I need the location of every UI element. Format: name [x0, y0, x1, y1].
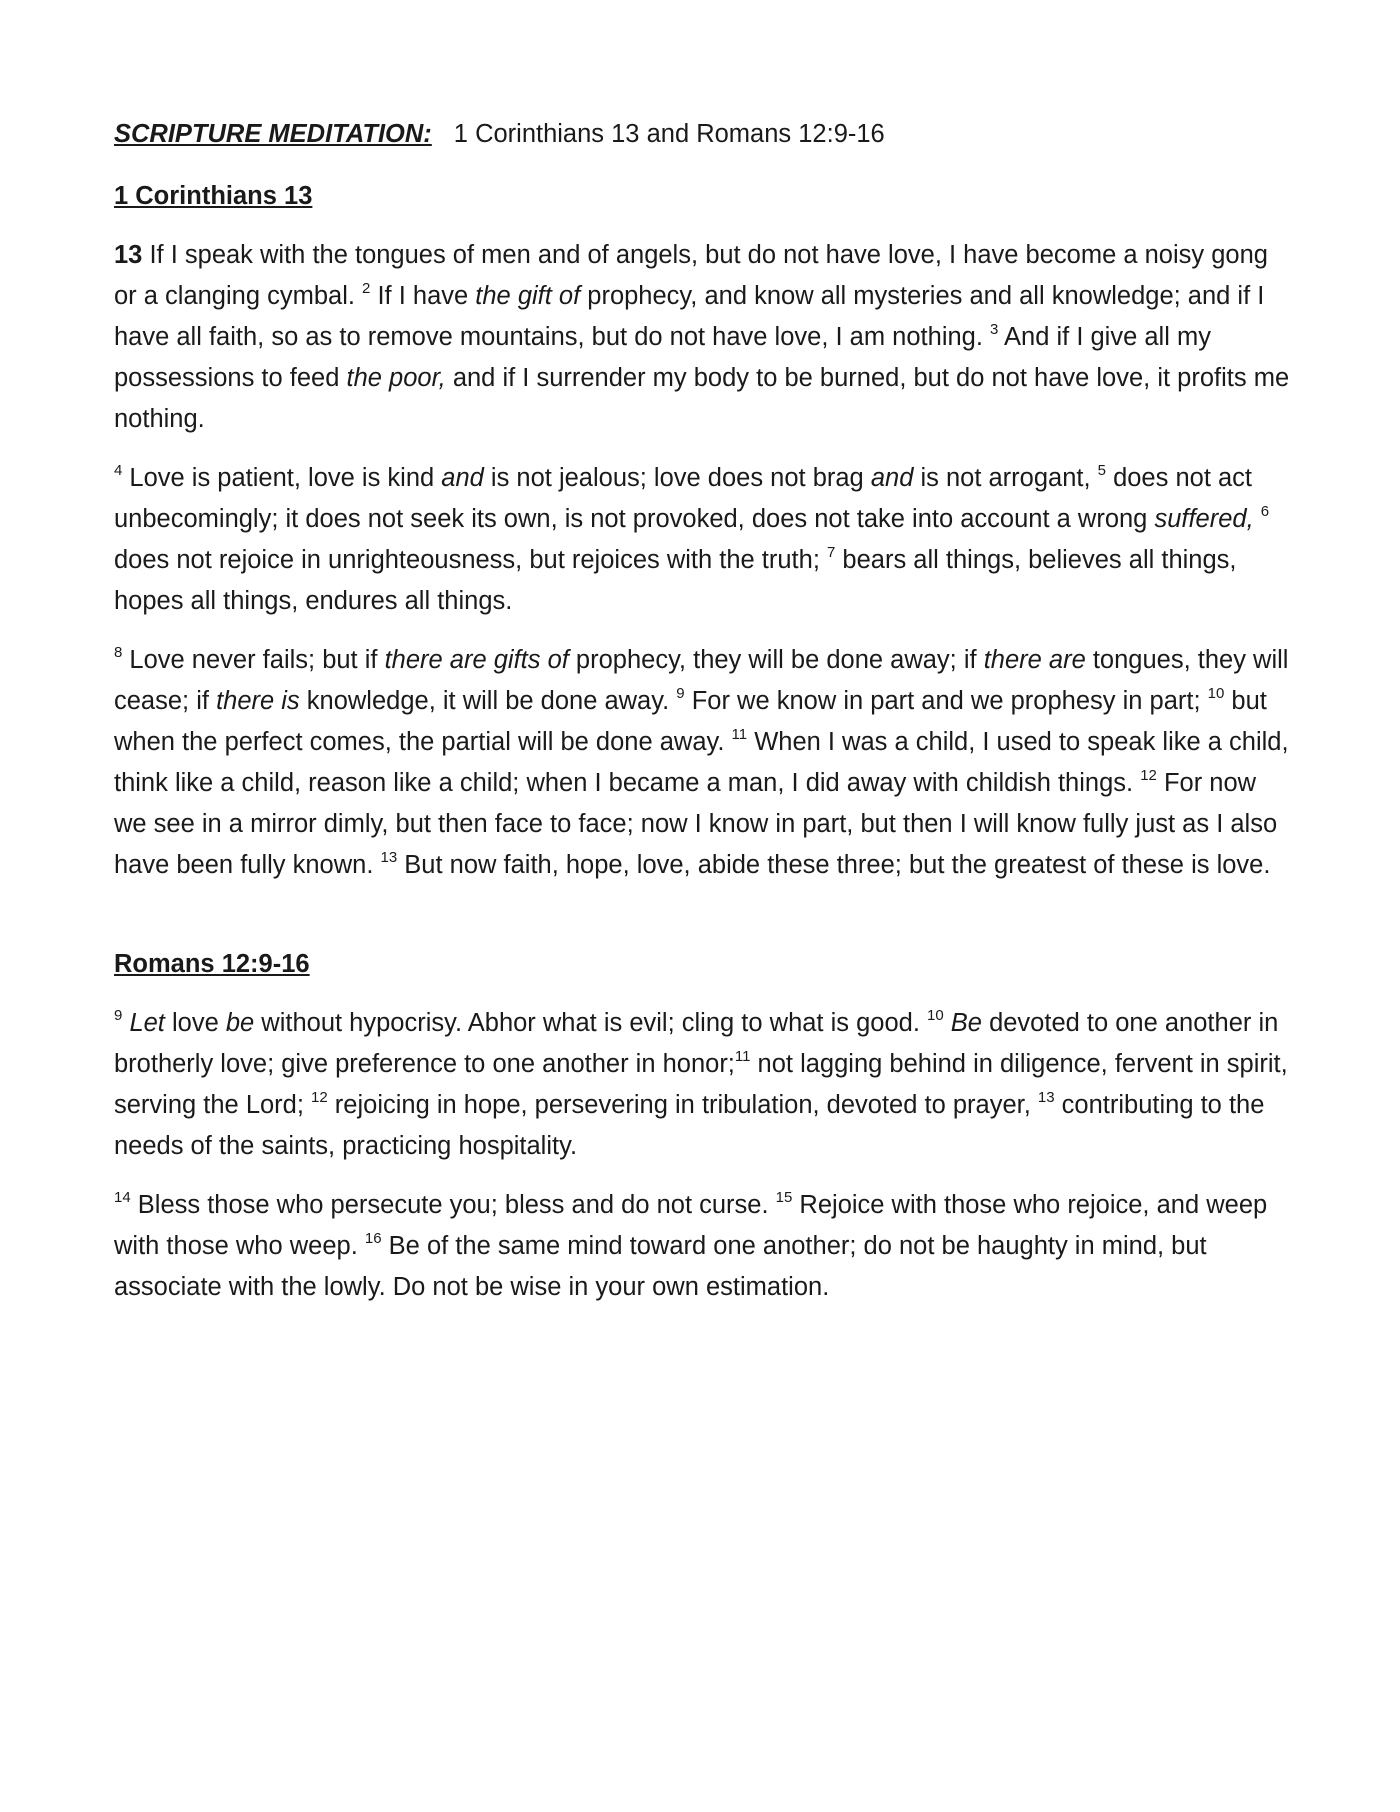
verse-number: 3 [990, 321, 999, 338]
verse-text: contributing to the needs of the saints, practicing hospitality. [114, 1091, 1265, 1160]
verse-number: 10 [927, 1007, 944, 1024]
verse-text: prophecy, and know all mysteries and all knowledge; and if I have all faith, so as to remove mountains, but do not have love, I am nothing. [114, 282, 1265, 351]
verse-number: 2 [362, 280, 371, 297]
verse-number: 9 [114, 1007, 123, 1024]
verse-text: without hypocrisy. Abhor what is evil; cling to what is good. [254, 1009, 927, 1037]
verse-number: 5 [1097, 462, 1106, 479]
verse-text: not lagging behind in diligence, fervent in spirit, serving the Lord; [114, 1050, 1288, 1119]
verse-number: 9 [676, 685, 685, 702]
verse-number: 6 [1260, 503, 1270, 520]
verse-text: love [164, 1009, 226, 1037]
title-label: SCRIPTURE MEDITATION: [114, 120, 432, 148]
verse-text: If I have [370, 282, 476, 310]
verse-number: 7 [827, 544, 836, 561]
verse-text: Be of the same mind toward one another; do not be haughty in mind, but associate with the lowly. Do not be wise in your own estimation. [114, 1232, 1207, 1301]
verse-text: Love is patient, love is kind [122, 464, 442, 492]
paragraph [114, 1003, 1294, 1167]
italic-text: there are [983, 646, 1086, 674]
italic-text: there are gifts of [384, 646, 569, 674]
verse-text: bears all things, believes all things, hopes all things, endures all things. [114, 546, 1237, 615]
verse-text: does not rejoice in unrighteousness, but rejoices with the truth; [114, 546, 827, 574]
verse-text: And if I give all my possessions to feed [114, 323, 1211, 392]
italic-text: suffered, [1154, 505, 1254, 533]
paragraph [114, 1185, 1294, 1308]
verse-number: 13 [380, 849, 398, 866]
verse-text: is not jealous; love does not brag [483, 464, 871, 492]
verse-number: 12 [1140, 767, 1157, 784]
verse-text: For now we see in a mirror dimly, but then face to face; now I know in part, but then I will know fully just as I also have been fully known. [114, 769, 1278, 879]
paragraph [114, 640, 1294, 886]
verse-text [944, 1009, 951, 1037]
verse-text: knowledge, it will be done away. [299, 687, 677, 715]
verse-text: When I was a child, I used to speak like a child, think like a child, reason like a child; when I became a man, I did away with childish things. [114, 728, 1289, 797]
verse-number: 8 [114, 644, 123, 661]
chapter-number: 13 [114, 241, 143, 269]
verse-number: 16 [364, 1230, 382, 1247]
verse-text: Rejoice with those who rejoice, and weep with those who weep. [114, 1191, 1268, 1260]
verse-number: 15 [775, 1189, 793, 1206]
section-spacer [114, 904, 1294, 944]
italic-text: be [225, 1009, 255, 1037]
italic-text: and [870, 464, 914, 492]
title-text: 1 Corinthians 13 and Romans 12:9-16 [453, 120, 885, 148]
verse-number: 14 [114, 1189, 131, 1206]
section-heading: 1 Corinthians 13 [114, 182, 313, 210]
verse-text: If I speak with the tongues of men and of angels, but do not have love, I have become a noisy gong or a clanging cymbal. [114, 241, 1268, 310]
verse-text: rejoicing in hope, persevering in tribulation, devoted to prayer, [327, 1091, 1038, 1119]
section-romans-12 [114, 944, 1294, 1308]
verse-number: 13 [1037, 1089, 1055, 1106]
italic-text: Let [129, 1009, 165, 1037]
document-title [114, 114, 1294, 155]
verse-text [1254, 505, 1261, 533]
italic-text: the poor, [346, 364, 446, 392]
paragraph [114, 458, 1294, 622]
verse-text: But now faith, hope, love, abide these three; but the greatest of these is love. [397, 851, 1271, 879]
verse-text: but when the perfect comes, the partial will be done away. [114, 687, 1267, 756]
italic-text: Be [950, 1009, 982, 1037]
verse-number: 4 [114, 462, 123, 479]
verse-text: Bless those who persecute you; bless and do not curse. [130, 1191, 776, 1219]
verse-text: is not arrogant, [913, 464, 1098, 492]
verse-text: and if I surrender my body to be burned, but do not have love, it profits me nothing. [114, 364, 1290, 433]
verse-text: Love never fails; but if [122, 646, 385, 674]
document-page [114, 114, 1294, 1326]
italic-text: the gift of [475, 282, 581, 310]
italic-text: there is [216, 687, 300, 715]
verse-number: 12 [311, 1089, 328, 1106]
italic-text: and [441, 464, 484, 492]
verse-number: 11 [731, 726, 748, 743]
verse-number: 10 [1207, 685, 1225, 702]
verse-text: tongues, they will cease; if [114, 646, 1289, 715]
verse-text: devoted to one another in brotherly love; give preference to one another in honor; [114, 1009, 1279, 1078]
verse-number: 11 [734, 1048, 751, 1065]
section-heading: Romans 12:9-16 [114, 950, 310, 978]
verse-text: prophecy, they will be done away; if [568, 646, 984, 674]
verse-text: For we know in part and we prophesy in part; [684, 687, 1208, 715]
paragraph [114, 235, 1294, 440]
verse-text: does not act unbecomingly; it does not seek its own, is not provoked, does not take into account a wrong [114, 464, 1252, 533]
section-1-corinthians-13 [114, 176, 1294, 886]
